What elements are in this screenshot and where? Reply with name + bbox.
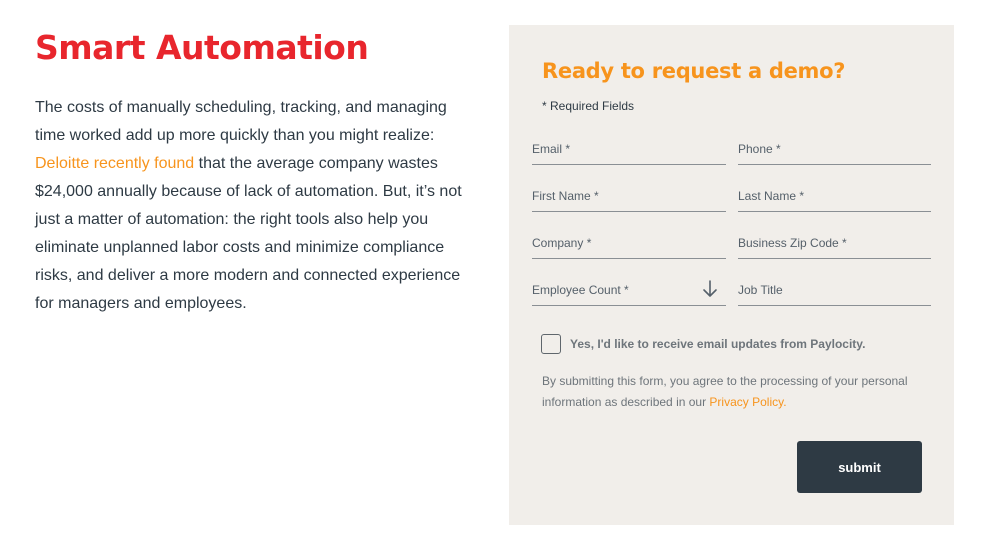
intro-paragraph: [35, 94, 480, 318]
privacy-policy-link[interactable]: Privacy Policy.: [709, 395, 787, 409]
first-name-label: First Name *: [532, 189, 599, 203]
demo-request-form: [509, 25, 954, 525]
intro-section: [35, 28, 480, 318]
job-title-label: Job Title: [738, 283, 783, 297]
email-optin-label: Yes, I'd like to receive email updates from Paylocity.: [570, 337, 866, 351]
phone-label: Phone *: [738, 142, 781, 156]
employee-count-label: Employee Count *: [532, 283, 629, 297]
last-name-field[interactable]: [738, 186, 931, 212]
email-optin-checkbox[interactable]: [541, 334, 561, 354]
phone-field[interactable]: [738, 139, 931, 165]
intro-text-end: that the average company wastes $24,000 annually because of lack of automation. But, it’s not just a matter of automation: the right tools also help you eliminate unplanned labor costs and minimize compliance risks, and deliver a more modern and connected experience for managers and employees.: [35, 155, 462, 312]
zip-code-label: Business Zip Code *: [738, 236, 847, 250]
employee-count-select[interactable]: [532, 280, 726, 306]
deloitte-link[interactable]: Deloitte recently found: [35, 155, 195, 172]
company-label: Company *: [532, 236, 592, 250]
legal-notice: [542, 371, 932, 413]
form-title: Ready to request a demo?: [542, 59, 846, 83]
submit-button[interactable]: submit: [797, 441, 922, 493]
first-name-field[interactable]: [532, 186, 726, 212]
email-label: Email *: [532, 142, 571, 156]
legal-text: By submitting this form, you agree to the processing of your personal information as described in our: [542, 374, 908, 409]
page-title: Smart Automation: [35, 28, 369, 67]
company-field[interactable]: [532, 233, 726, 259]
email-field[interactable]: [532, 139, 726, 165]
zip-code-field[interactable]: [738, 233, 931, 259]
arrow-down-icon: [702, 280, 718, 298]
job-title-field[interactable]: [738, 280, 931, 306]
intro-text-start: The costs of manually scheduling, tracking, and managing time worked add up more quickly than you might realize:: [35, 99, 447, 144]
required-fields-note: * Required Fields: [542, 99, 635, 113]
last-name-label: Last Name *: [738, 189, 805, 203]
